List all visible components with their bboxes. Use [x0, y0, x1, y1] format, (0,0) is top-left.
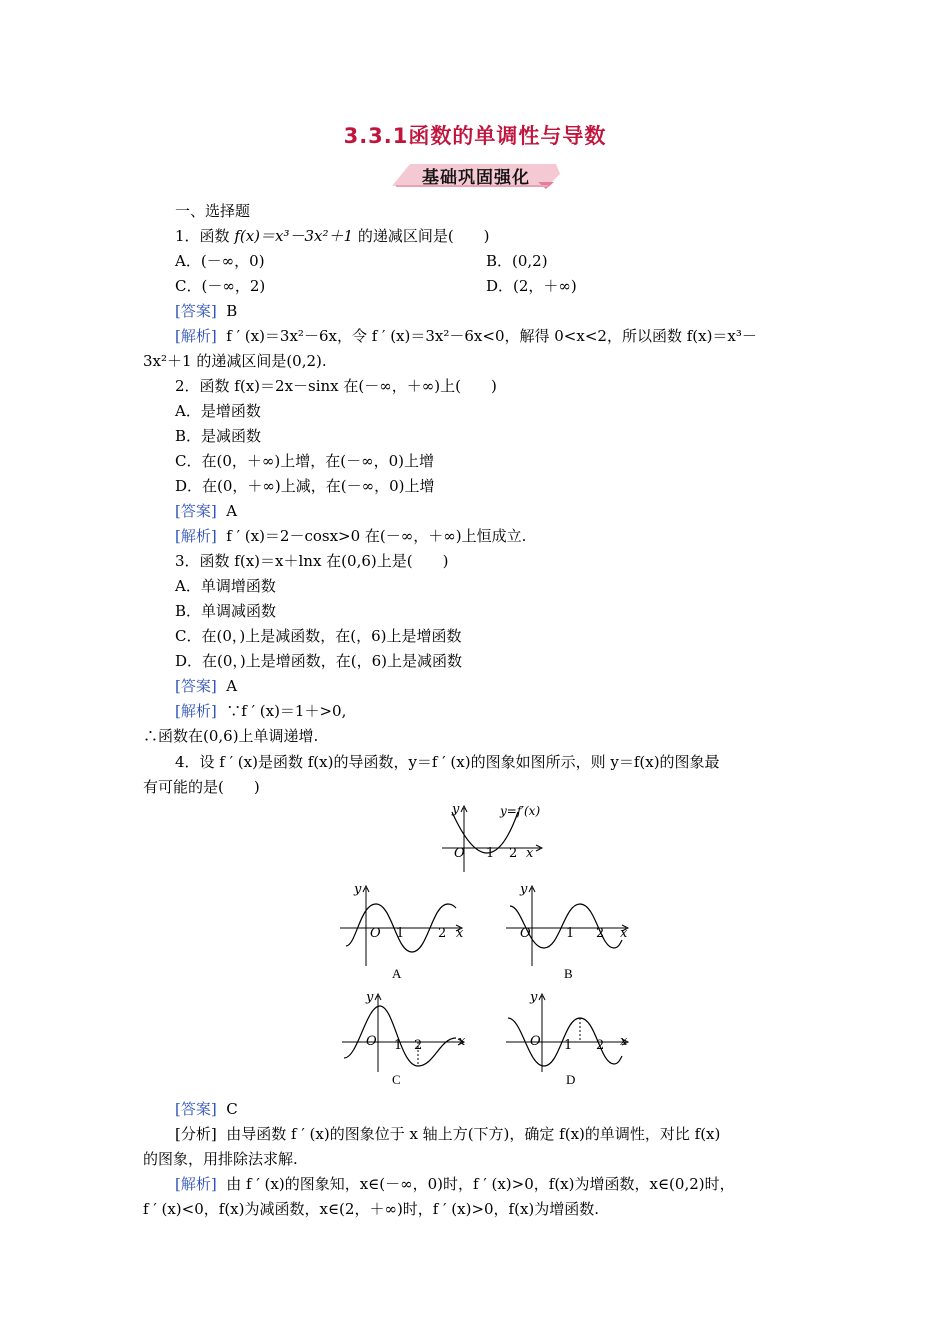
graph-c-tick-1: 1	[394, 1038, 403, 1053]
q4-fenxi-text-1: 由导函数 f ′ (x)的图象位于 x 轴上方(下方)，确定 f(x)的单调性，对比 f(x)	[226, 1125, 721, 1143]
q2-option-a: A．是增函数	[175, 402, 261, 420]
q3-conclusion: ∴函数在(0,6)上单调递增.	[143, 727, 319, 745]
q3-option-c: C．在(0，)上是减函数，在(，6)上是增函数	[175, 627, 462, 645]
q4-analysis-text-2: f ′ (x)<0，f(x)为减函数，x∈(2，＋∞)时，f ′ (x)>0，f(x)为增函数.	[143, 1200, 600, 1218]
analysis-tag: [解析]	[175, 327, 217, 345]
page-title: 3.3.1函数的单调性与导数	[343, 124, 607, 148]
q1-option-c: C．(－∞，2)	[175, 277, 266, 295]
q3-analysis	[175, 701, 346, 721]
graph-b-tick-2: 2	[596, 926, 605, 941]
q2-option-c: C．在(0，＋∞)上增，在(－∞，0)上增	[175, 452, 434, 470]
q4-stem-1: 4．设 f ′ (x)是函数 f(x)的导函数，y＝f ′ (x)的图象如图所示，则 y＝f(x)的图象最	[175, 753, 720, 771]
analysis-tag: [解析]	[175, 527, 217, 545]
q2-answer-value: A	[226, 502, 238, 520]
section-heading: 一、选择题	[175, 202, 251, 220]
graph-a-caption: A	[392, 966, 402, 981]
q3-option-d: D．在(0，)上是增函数，在(，6)上是减函数	[175, 652, 463, 670]
analysis-tag: [解析]	[175, 702, 217, 720]
graph-a-x-label: x	[456, 926, 464, 941]
banner-title: 基础巩固强化	[422, 168, 530, 188]
graph-c-tick-2: 2	[414, 1038, 423, 1053]
graph-d-tick-2: 2	[596, 1038, 605, 1053]
q1-stem-a: 1．函数	[175, 227, 235, 245]
graph-b-x-label: x	[620, 926, 628, 941]
graph-d-origin: O	[530, 1034, 541, 1049]
graph-a-tick-2: 2	[438, 926, 447, 941]
q4-fenxi	[175, 1124, 720, 1144]
q4-answer-value: C	[226, 1100, 238, 1118]
q3-option-a: A．单调增函数	[175, 577, 276, 595]
q1-option-b: B．(0,2)	[486, 252, 548, 270]
q4-stem-2: 有可能的是( )	[143, 778, 260, 796]
q1-stem-b: f(x)＝x³－3x²＋1	[234, 227, 354, 245]
graph-d-curve-icon	[502, 990, 636, 1074]
graph-b-y-label: y	[520, 882, 528, 897]
graph-c-y-label: y	[366, 990, 374, 1005]
graph-a-y-label: y	[354, 882, 362, 897]
answer-tag: [答案]	[175, 302, 217, 320]
graph-d-caption: D	[566, 1072, 576, 1087]
option-graph-c	[338, 990, 472, 1090]
q1-stem	[175, 226, 490, 246]
q4-analysis-text-1: 由 f ′ (x)的图象知，x∈(－∞，0)时，f ′ (x)>0，f(x)为增函数，x∈(0,2)时，	[226, 1175, 735, 1193]
q3-answer-value: A	[226, 677, 238, 695]
q4-fenxi-text-2: 的图象，用排除法求解.	[143, 1150, 298, 1168]
q1-answer	[175, 301, 237, 321]
main-x-label: x	[526, 846, 534, 861]
q1-analysis-text-2: 3x²＋1 的递减区间是(0,2).	[143, 352, 327, 370]
option-graph-a	[336, 882, 470, 984]
q1-stem-c: 的递减区间是( )	[353, 227, 490, 245]
graph-c-curve-icon	[338, 990, 472, 1074]
q1-option-a: A．(－∞，0)	[175, 252, 265, 270]
q2-option-b: B．是减函数	[175, 427, 262, 445]
fenxi-tag: [分析]	[175, 1125, 217, 1143]
graph-d-tick-1: 1	[564, 1038, 573, 1053]
graph-b-caption: B	[564, 966, 573, 981]
main-tick-1: 1	[486, 846, 495, 861]
q2-stem: 2．函数 f(x)＝2x－sinx 在(－∞，＋∞)上( )	[175, 377, 497, 395]
q2-analysis-text: f ′ (x)＝2－cosx>0 在(－∞，＋∞)上恒成立.	[226, 527, 527, 545]
q3-answer	[175, 676, 237, 696]
q3-option-b: B．单调减函数	[175, 602, 277, 620]
analysis-tag: [解析]	[175, 1175, 217, 1193]
q1-analysis	[175, 326, 757, 346]
graph-c-origin: O	[366, 1034, 377, 1049]
graph-d-y-label: y	[530, 990, 538, 1005]
option-graph-b	[502, 882, 636, 984]
q2-analysis	[175, 526, 526, 546]
derivative-graph	[438, 802, 548, 874]
main-tick-2: 2	[509, 846, 518, 861]
graph-a-tick-1: 1	[396, 926, 405, 941]
graph-b-origin: O	[520, 926, 531, 941]
q3-stem: 3．函数 f(x)＝x＋lnx 在(0,6)上是( )	[175, 552, 449, 570]
answer-tag: [答案]	[175, 502, 217, 520]
q2-answer	[175, 501, 237, 521]
main-curve-label: y=f′(x)	[500, 804, 541, 818]
q1-analysis-text-1: f ′ (x)＝3x²－6x，令 f ′ (x)＝3x²－6x<0，解得 0<x<2，所以函数 f(x)＝x³－	[226, 327, 757, 345]
graph-c-caption: C	[392, 1072, 401, 1087]
graph-d-x-label: x	[620, 1034, 628, 1049]
section-banner	[388, 160, 564, 190]
graph-b-tick-1: 1	[566, 926, 575, 941]
q1-answer-value: B	[226, 302, 238, 320]
answer-tag: [答案]	[175, 1100, 217, 1118]
option-graph-d	[502, 990, 636, 1090]
answer-tag: [答案]	[175, 677, 217, 695]
graph-a-origin: O	[370, 926, 381, 941]
q4-analysis	[175, 1174, 735, 1194]
q3-analysis-text: ∵f ′ (x)＝1＋>0,	[226, 702, 347, 720]
graph-c-x-label: x	[458, 1034, 466, 1049]
main-y-label: y	[452, 802, 460, 817]
q2-option-d: D．在(0，＋∞)上减，在(－∞，0)上增	[175, 477, 435, 495]
q1-option-d: D．(2，＋∞)	[486, 277, 577, 295]
q4-answer	[175, 1099, 238, 1119]
main-origin-label: O	[454, 846, 465, 861]
